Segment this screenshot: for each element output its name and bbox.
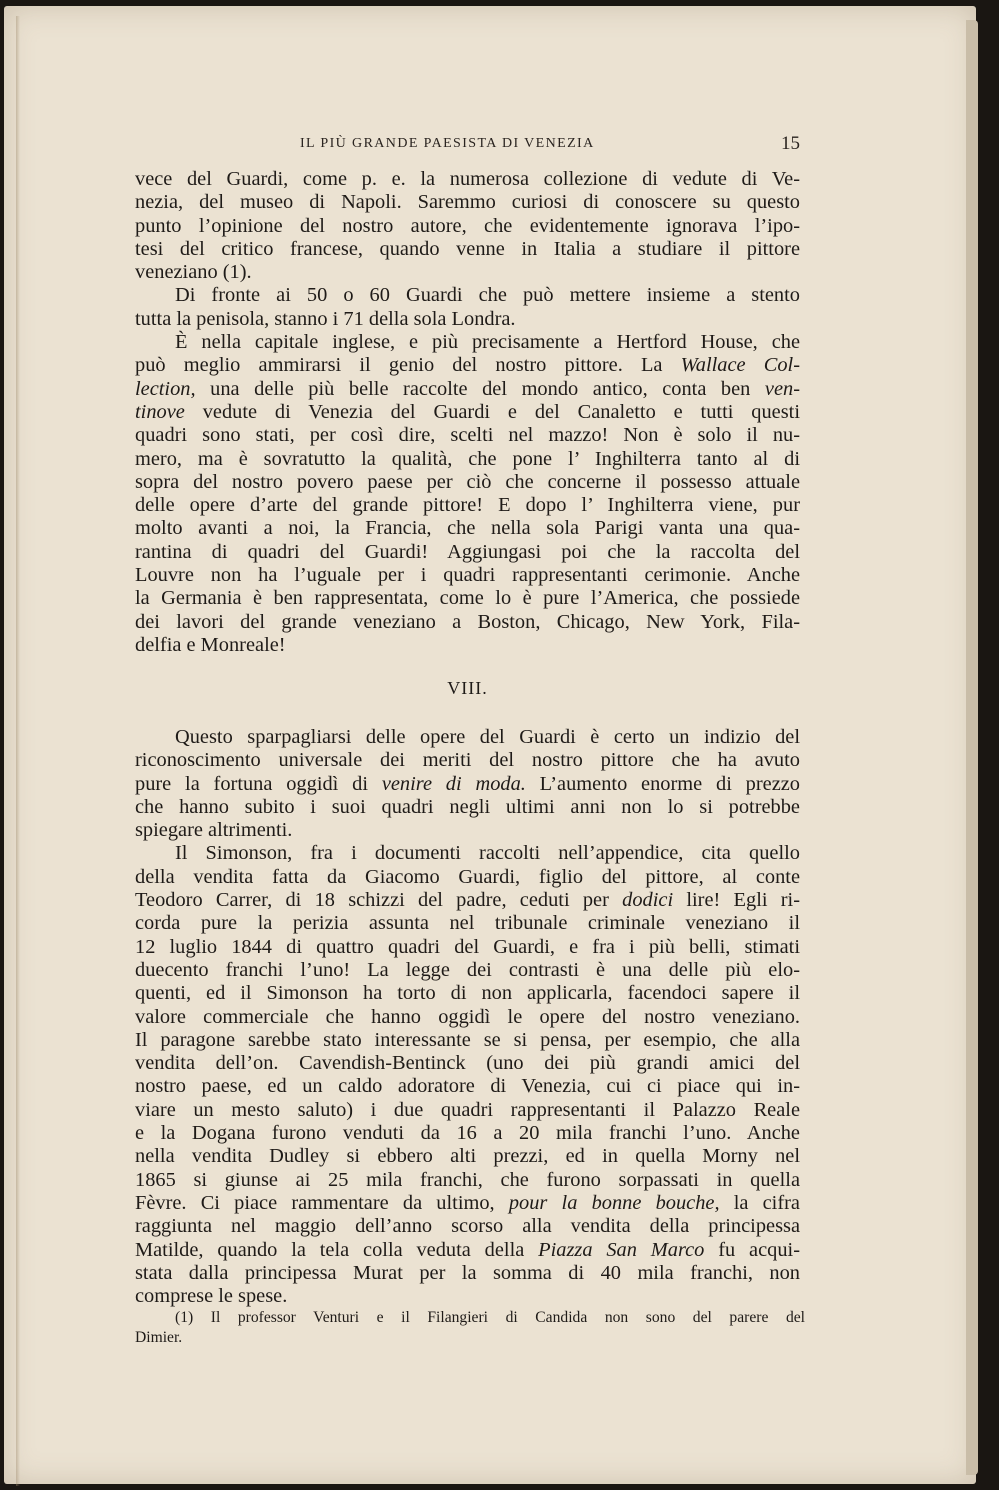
text-line [135,819,800,842]
page-header [135,133,800,157]
text-line [135,796,800,819]
text-line [135,168,800,191]
text-line [135,936,800,959]
text-line [135,1169,800,1192]
text-run: fu acqui- [704,1238,800,1261]
text-run: e la Dogana furono venduti da 16 a 20 mila franchi l’uno. Anche [135,1122,800,1145]
text-line [135,564,800,587]
text-line [135,331,800,354]
text-run: rantina di quadri del Guardi! Aggiungasi poi che la raccolta del [135,540,800,563]
text-run: comprese le spese. [135,1285,288,1308]
text-line [135,1145,800,1168]
text-line [135,1029,800,1052]
text-line [135,1052,800,1075]
text-line [135,215,800,238]
text-run: tesi del critico francese, quando venne in Italia a studiare il pittore [135,237,800,260]
text-run: quadri sono stati, per così dire, scelti nel mazzo! Non è solo il nu- [135,424,800,447]
text-run: stata dalla principessa Murat per la somma di 40 mila franchi, non [135,1261,800,1284]
text-run: Louvre non ha l’uguale per i quadri rappresentanti cerimonie. Anche [135,564,800,587]
text-run: L’aumento enorme di prezzo [525,772,800,795]
text-run: Matilde, quando la tela colla veduta della [135,1238,539,1261]
text-run: Questo sparpagliarsi delle opere del Guardi è certo un indizio del [175,726,800,748]
text-line [135,354,800,377]
italic-phrase: pour la bonne bouche, [508,1191,720,1214]
text-run: viare un mesto saluto) i due quadri rappresentanti il Palazzo Reale [135,1098,800,1121]
italic-phrase: ven- [764,377,800,400]
text-run: corda pure la perizia assunta nel tribunale criminale veneziano il [135,912,800,935]
italic-phrase: Wallace Col- [680,354,800,377]
text-run: vendita dell’on. Cavendish-Bentinck (uno dei più grandi amici del [135,1052,800,1075]
text-line [135,773,800,796]
text-run: sopra del nostro povero paese per ciò che concerne il possesso attuale [135,470,800,493]
text-line [135,587,800,610]
text-run: vece del Guardi, come p. e. la numerosa collezione di vedute di Ve- [135,168,800,190]
text-run: spiegare altrimenti. [135,819,293,842]
text-line [135,889,800,912]
footnote-line: Dimier. [135,1329,183,1346]
text-run: nostro paese, ed un caldo adoratore di Venezia, cui ci piace qui in- [135,1075,800,1098]
text-run: È nella capitale inglese, e più precisamente a Hertford House, che [175,331,800,354]
text-run: la Germania è ben rappresentata, come lo è pure l’America, che possiede [135,587,800,610]
text-run: nezia, del museo di Napoli. Saremmo curiosi di conoscere su questo [135,191,800,214]
text-line [135,1122,800,1145]
text-line [135,726,800,749]
italic-phrase: Piazza San Marco [538,1238,705,1261]
text-block-1 [135,168,800,657]
text-run: Il Simonson, fra i documenti raccolti nell’appendice, cita quello [175,842,800,865]
text-line [135,982,800,1005]
text-line [135,471,800,494]
text-run: pure la fortuna oggidì di [135,772,382,795]
text-line [135,378,800,401]
text-line [135,238,800,261]
text-run: vedute di Venezia del Guardi e del Canaletto e tutti questi [184,400,800,423]
text-line [135,611,800,634]
footnote-line: (1) Il professor Venturi e il Filangieri di Candida non sono del parere del [175,1309,805,1326]
text-line [135,1239,800,1262]
text-run: Fèvre. Ci piace rammentare da ultimo, [135,1191,509,1214]
text-run: della vendita fatta da Giacomo Guardi, figlio del pittore, al conte [135,865,800,888]
text-run: veneziano (1). [135,261,252,284]
text-run: la cifra [719,1191,800,1214]
text-line [135,424,800,447]
text-run: duecento franchi l’uno! La legge dei contrasti è una delle più elo- [135,958,800,981]
text-line [135,448,800,471]
text-run: Teodoro Carrer, di 18 schizzi del padre, ceduti per [135,889,623,912]
text-line [135,1006,800,1029]
italic-phrase: venire di moda. [381,772,526,795]
text-line [135,1075,800,1098]
footnote [135,1308,805,1348]
text-run: nella vendita Dudley si ebbero alti prezzi, ed in quella Morny nel [135,1145,800,1168]
text-line [135,401,800,424]
italic-phrase: dodici [622,889,674,912]
text-run: Il paragone sarebbe stato interessante se si pensa, per esempio, che alla [135,1028,800,1051]
text-run: che hanno subito i suoi quadri negli ultimi anni non lo si potrebbe [135,795,800,818]
text-line [135,1099,800,1122]
text-line [135,842,800,865]
text-run: tutta la penisola, stanno i 71 della sola Londra. [135,307,516,330]
page-edge [966,20,978,1475]
text-line [135,284,800,307]
text-line [135,1215,800,1238]
text-line [135,261,800,284]
text-line [135,517,800,540]
text-line [135,866,800,889]
text-run: valore commerciale che hanno oggidì le opere del nostro veneziano. [135,1005,800,1028]
text-run: una delle più belle raccolte del mondo antico, conta ben [195,377,765,400]
text-line [135,749,800,772]
text-run: riconoscimento universale dei meriti del nostro pittore che ha avuto [135,749,800,772]
text-run: lire! Egli ri- [673,889,801,912]
text-run: delfia e Monreale! [135,633,286,656]
text-run: 1865 si giunse ai 25 mila franchi, che furono sorpassati in quella [135,1168,800,1191]
text-run: raggiunta nel maggio dell’anno scorso alla vendita della principessa [135,1215,800,1238]
text-line [135,308,800,331]
text-line [135,959,800,982]
text-run: molto avanti a noi, la Francia, che nella sola Parigi vanta una qua- [135,517,800,540]
text-line [135,912,800,935]
text-run: Di fronte ai 50 o 60 Guardi che può mettere insieme a stento [175,284,800,307]
page-gutter [16,16,20,1486]
text-block-2 [135,726,800,1308]
text-run: può meglio ammirarsi il genio del nostro pittore. La [135,354,681,377]
text-line [135,634,800,657]
italic-phrase: lection, [135,377,196,400]
section-heading: VIII. [447,678,488,698]
page-number: 15 [781,133,800,154]
text-run: delle opere d’arte del grande pittore! E dopo l’ Inghilterra viene, pur [135,494,800,517]
text-line [135,541,800,564]
running-head: IL PIÙ GRANDE PAESISTA DI VENEZIA [300,136,595,151]
text-run: quenti, ed il Simonson ha torto di non applicarla, facendoci sapere il [135,982,800,1005]
text-line [135,191,800,214]
text-line [135,1262,800,1285]
text-run: dei lavori del grande veneziano a Boston, Chicago, New York, Fila- [135,610,800,633]
text-run: mero, ma è sovratutto la qualità, che pone l’ Inghilterra tanto al di [135,447,800,470]
text-line [135,1192,800,1215]
italic-phrase: tinove [135,400,185,423]
text-line [135,494,800,517]
text-run: punto l’opinione del nostro autore, che evidentemente ignorava l’ipo- [135,214,800,237]
text-line [135,1285,800,1308]
text-run: 12 luglio 1844 di quattro quadri del Guardi, e fra i più belli, stimati [135,935,800,958]
